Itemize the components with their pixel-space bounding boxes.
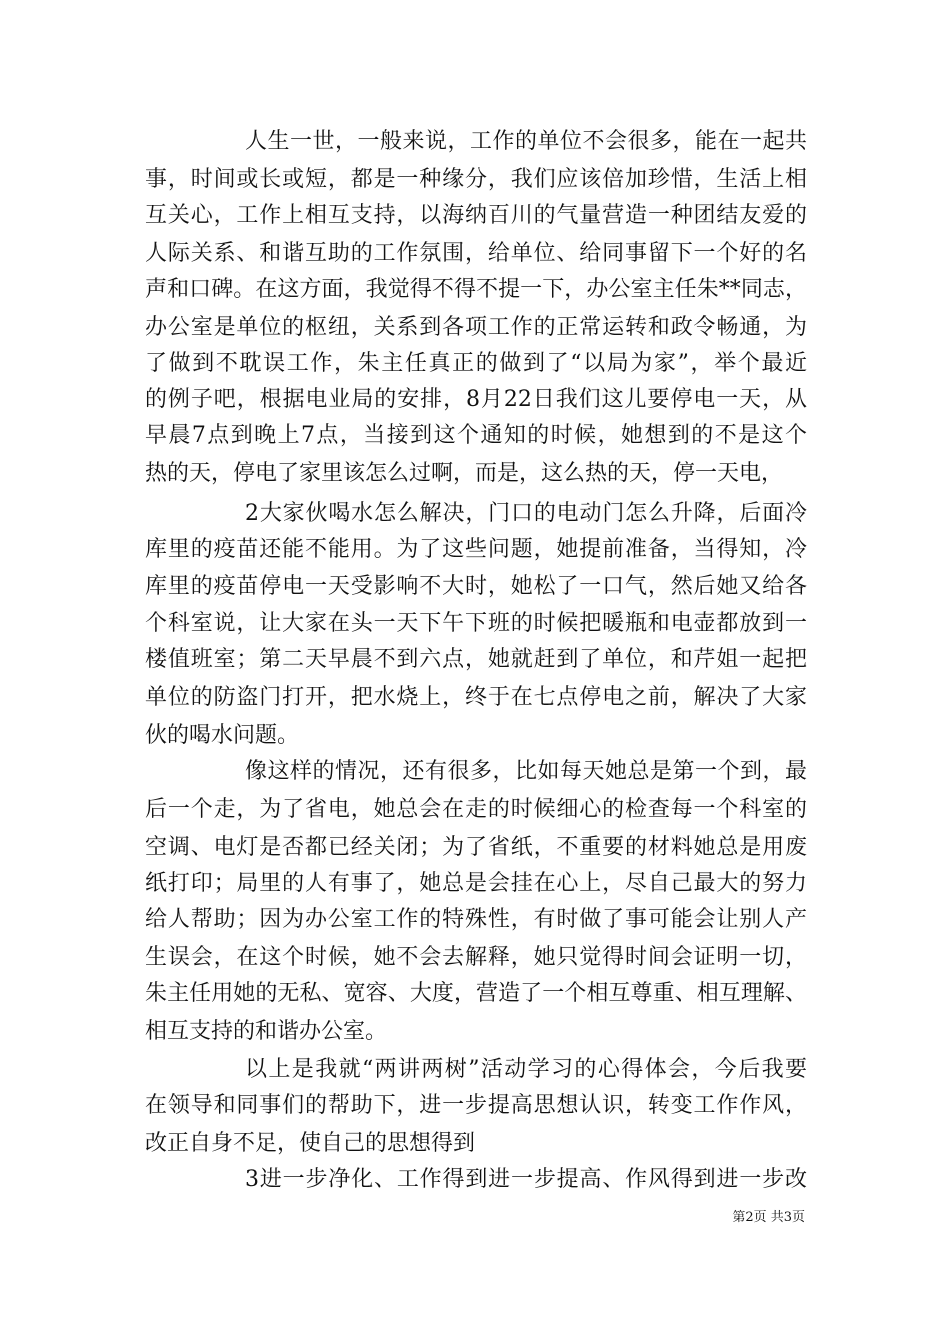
text-line: 办公室是单位的枢纽，关系到各项工作的正常运转和政令畅通，为 xyxy=(145,315,807,340)
text-line: 人际关系、和谐互助的工作氛围，给单位、给同事留下一个好的名 xyxy=(145,241,807,266)
text-line: 个科室说，让大家在头一天下午下班的时候把暖瓶和电壶都放到一 xyxy=(145,611,807,636)
text-line: 单位的防盗门打开，把水烧上，终于在七点停电之前，解决了大家 xyxy=(145,685,807,710)
text-line: 以上是我就“两讲两树”活动学习的心得体会，今后我要 xyxy=(245,1057,807,1082)
text-line: 楼值班室；第二天早晨不到六点，她就赶到了单位，和芹姐一起把 xyxy=(145,647,807,672)
text-line: 事，时间或长或短，都是一种缘分，我们应该倍加珍惜，生活上相 xyxy=(145,167,807,192)
text-line: 的例子吧，根据电业局的安排，8月22日我们这儿要停电一天，从 xyxy=(145,387,807,412)
page-number-footer: 第2页 共3页 xyxy=(732,1210,805,1225)
text-line: 库里的疫苗停电一天受影响不大时，她松了一口气，然后她又给各 xyxy=(145,574,807,599)
text-line: 纸打印；局里的人有事了，她总是会挂在心上，尽自己最大的努力 xyxy=(145,871,807,896)
text-line: 改正自身不足，使自己的思想得到 xyxy=(145,1131,476,1156)
text-line: 声和口碑。在这方面，我觉得不得不提一下，办公室主任朱**同志， xyxy=(145,277,807,302)
text-line: 伙的喝水问题。 xyxy=(145,723,300,748)
text-line: 热的天，停电了家里该怎么过啊，而是，这么热的天，停一天电， xyxy=(145,461,784,486)
text-line: 3进一步净化、工作得到进一步提高、作风得到进一步改 xyxy=(245,1167,807,1192)
text-line: 早晨7点到晚上7点，当接到这个通知的时候，她想到的不是这个 xyxy=(145,423,807,448)
text-line: 后一个走，为了省电，她总会在走的时候细心的检查每一个科室的 xyxy=(145,797,807,822)
text-line: 给人帮助；因为办公室工作的特殊性，有时做了事可能会让别人产 xyxy=(145,907,807,932)
text-line: 空调、电灯是否都已经关闭；为了省纸，不重要的材料她总是用废 xyxy=(145,835,807,860)
text-line: 在领导和同事们的帮助下，进一步提高思想认识，转变工作作风， xyxy=(145,1093,807,1118)
text-line: 了做到不耽误工作，朱主任真正的做到了“以局为家”，举个最近 xyxy=(145,351,807,376)
text-line: 生误会，在这个时候，她不会去解释，她只觉得时间会证明一切， xyxy=(145,945,807,970)
text-line: 相互支持的和谐办公室。 xyxy=(145,1019,388,1044)
text-line: 库里的疫苗还能不能用。为了这些问题，她提前准备，当得知，冷 xyxy=(145,537,807,562)
text-line: 朱主任用她的无私、宽容、大度，营造了一个相互尊重、相互理解、 xyxy=(145,981,807,1006)
text-line: 人生一世，一般来说，工作的单位不会很多，能在一起共 xyxy=(245,129,807,154)
text-line: 像这样的情况，还有很多，比如每天她总是第一个到，最 xyxy=(245,759,807,784)
text-line: 互关心，工作上相互支持，以海纳百川的气量营造一种团结友爱的 xyxy=(145,203,807,228)
text-line: 2大家伙喝水怎么解决，门口的电动门怎么升降，后面冷 xyxy=(245,501,807,526)
